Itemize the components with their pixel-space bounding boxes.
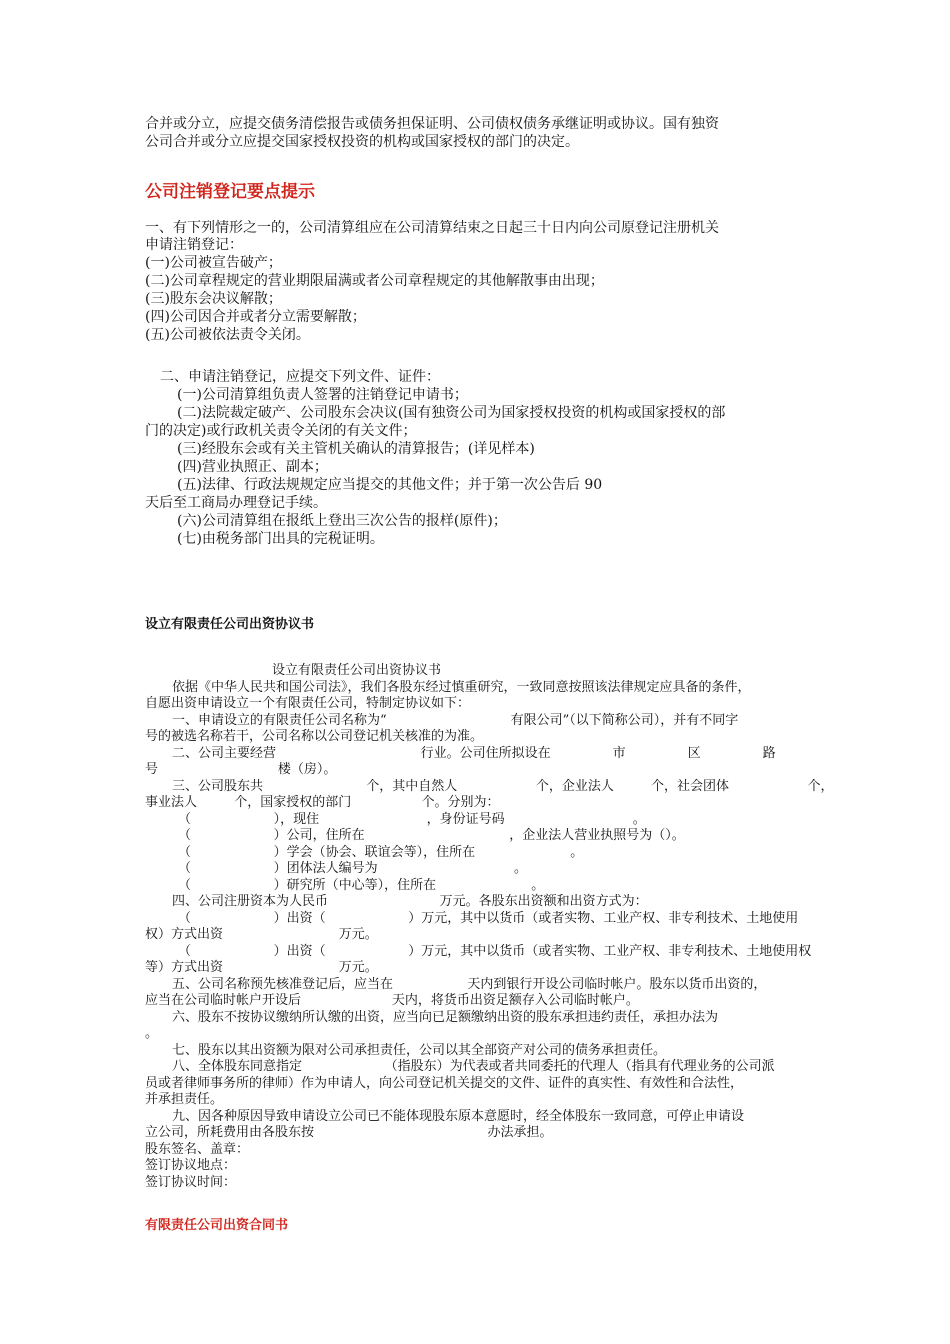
agreement-line: 七、股东以其出资额为限对公司承担责任，公司以其全部资产对公司的债务承担责任。 bbox=[172, 1043, 667, 1058]
list-item: (二)公司章程规定的营业期限届满或者公司章程规定的其他解散事由出现； bbox=[145, 273, 604, 289]
agreement-line: （ ）研究所（中心等），住所在 。 bbox=[178, 878, 545, 893]
section-title-contract: 有限责任公司出资合同书 bbox=[145, 1218, 289, 1233]
list-item: (一)公司清算组负责人签署的注销登记申请书； bbox=[177, 387, 468, 403]
list-item: (四)营业执照正、副本； bbox=[177, 459, 328, 475]
list-item: (二)法院裁定破产、公司股东会决议(国有独资公司为国家授权投资的机构或国家授权的部 bbox=[177, 405, 726, 421]
agreement-line: （ ），现住 ，身份证号码 。 bbox=[178, 812, 646, 827]
agreement-line: （ ）团体法人编号为 。 bbox=[178, 861, 528, 876]
agreement-line: （ ）出资（ ）万元，其中以货币（或者实物、工业产权、非专利技术、土地使用 bbox=[178, 911, 799, 926]
agreement-line: 员或者律师事务所的律师）作为申请人，向公司登记机关提交的文件、证件的真实性、有效性和合法性， bbox=[145, 1076, 744, 1091]
agreement-line: 五、公司名称预先核准登记后，应当在 天内到银行开设公司临时帐户。股东以货币出资的， bbox=[172, 977, 767, 992]
agreement-line: 一、申请设立的有限责任公司名称为“ 有限公司”（以下简称公司），并有不同字 bbox=[172, 713, 739, 728]
list-item: (五)法律、行政法规规定应当提交的其他文件；并于第一次公告后 90 bbox=[177, 477, 603, 493]
list-item: (三)经股东会或有关主管机关确认的清算报告；(详见样本) bbox=[177, 441, 535, 457]
agreement-line: 号 楼（房）。 bbox=[145, 762, 337, 777]
list-item: 门的决定)或行政机关责令关闭的有关文件； bbox=[145, 423, 417, 439]
agreement-line: 八、全体股东同意指定 （指股东）为代表或者共同委托的代理人（指具有代理业务的公司派 bbox=[172, 1059, 775, 1074]
signature-label: 股东签名、盖章： bbox=[145, 1142, 250, 1157]
list-item: 天后至工商局办理登记手续。 bbox=[145, 495, 327, 511]
agreement-line: 。 bbox=[145, 1026, 159, 1041]
list-item: (五)公司被依法责令关闭。 bbox=[145, 327, 310, 343]
section-title-cancellation: 公司注销登记要点提示 bbox=[145, 182, 315, 202]
agreement-line: 自愿出资申请设立一个有限责任公司，特制定协议如下： bbox=[145, 696, 471, 711]
agreement-line: 二、公司主要经营 行业。公司住所拟设在 市 区 路 bbox=[172, 746, 776, 761]
agreement-line: 四、公司注册资本为人民币 万元。各股东出资额和出资方式为： bbox=[172, 894, 648, 909]
agreement-line: 三、公司股东共 个，其中自然人 个，企业法人 个，社会团体 个， bbox=[172, 779, 834, 794]
intro-line-1: 合并或分立，应提交债务清偿报告或债务担保证明、公司债权债务承继证明或协议。国有独资 bbox=[145, 116, 719, 132]
list-item: (四)公司因合并或者分立需要解散； bbox=[145, 309, 366, 325]
agreement-line: 依据《中华人民共和国公司法》，我们各股东经过慎重研究，一致同意按照该法律规定应具备的条件， bbox=[172, 680, 751, 695]
agreement-line: 应当在公司临时帐户开设后 天内，将货币出资足额存入公司临时帐户。 bbox=[145, 993, 639, 1008]
agreement-line: 等）方式出资 万元。 bbox=[145, 960, 378, 975]
intro-line-2: 公司合并或分立应提交国家授权投资的机构或国家授权的部门的决定。 bbox=[145, 134, 579, 150]
list-item: (一)公司被宣告破产； bbox=[145, 255, 282, 271]
list-item: (三)股东会决议解散； bbox=[145, 291, 282, 307]
agreement-line: 并承担责任。 bbox=[145, 1092, 224, 1107]
signing-time-label: 签订协议时间： bbox=[145, 1175, 237, 1190]
agreement-line: 六、股东不按协议缴纳所认缴的出资，应当向已足额缴纳出资的股东承担违约责任，承担办法为 bbox=[172, 1010, 719, 1025]
paragraph-line: 二、申请注销登记，应提交下列文件、证件： bbox=[160, 369, 440, 385]
section-title-agreement: 设立有限责任公司出资协议书 bbox=[145, 617, 315, 632]
list-item: (六)公司清算组在报纸上登出三次公告的报样(原件)； bbox=[177, 513, 507, 529]
paragraph-line: 申请注销登记： bbox=[145, 237, 243, 253]
paragraph-line: 一、有下列情形之一的，公司清算组应在公司清算结束之日起三十日内向公司原登记注册机关 bbox=[145, 220, 719, 236]
list-item: (七)由税务部门出具的完税证明。 bbox=[177, 531, 384, 547]
agreement-subtitle: 设立有限责任公司出资协议书 bbox=[272, 663, 442, 678]
agreement-line: 九、因各种原因导致申请设立公司已不能体现股东原本意愿时，经全体股东一致同意，可停止申请设 bbox=[172, 1109, 745, 1124]
agreement-line: （ ）出资（ ）万元，其中以货币（或者实物、工业产权、非专利技术、土地使用权 bbox=[178, 944, 812, 959]
signing-place-label: 签订协议地点： bbox=[145, 1158, 237, 1173]
agreement-line: 号的被选名称若干，公司名称以公司登记机关核准的为准。 bbox=[145, 729, 484, 744]
agreement-line: 权）方式出资 万元。 bbox=[145, 927, 378, 942]
agreement-line: （ ）学会（协会、联谊会等），住所在 。 bbox=[178, 845, 584, 860]
agreement-line: （ ）公司，住所在 ，企业法人营业执照号为（）。 bbox=[178, 828, 685, 843]
agreement-line: 立公司，所耗费用由各股东按 办法承担。 bbox=[145, 1125, 553, 1140]
agreement-line: 事业法人 个，国家授权的部门 个。分别为： bbox=[145, 795, 500, 810]
